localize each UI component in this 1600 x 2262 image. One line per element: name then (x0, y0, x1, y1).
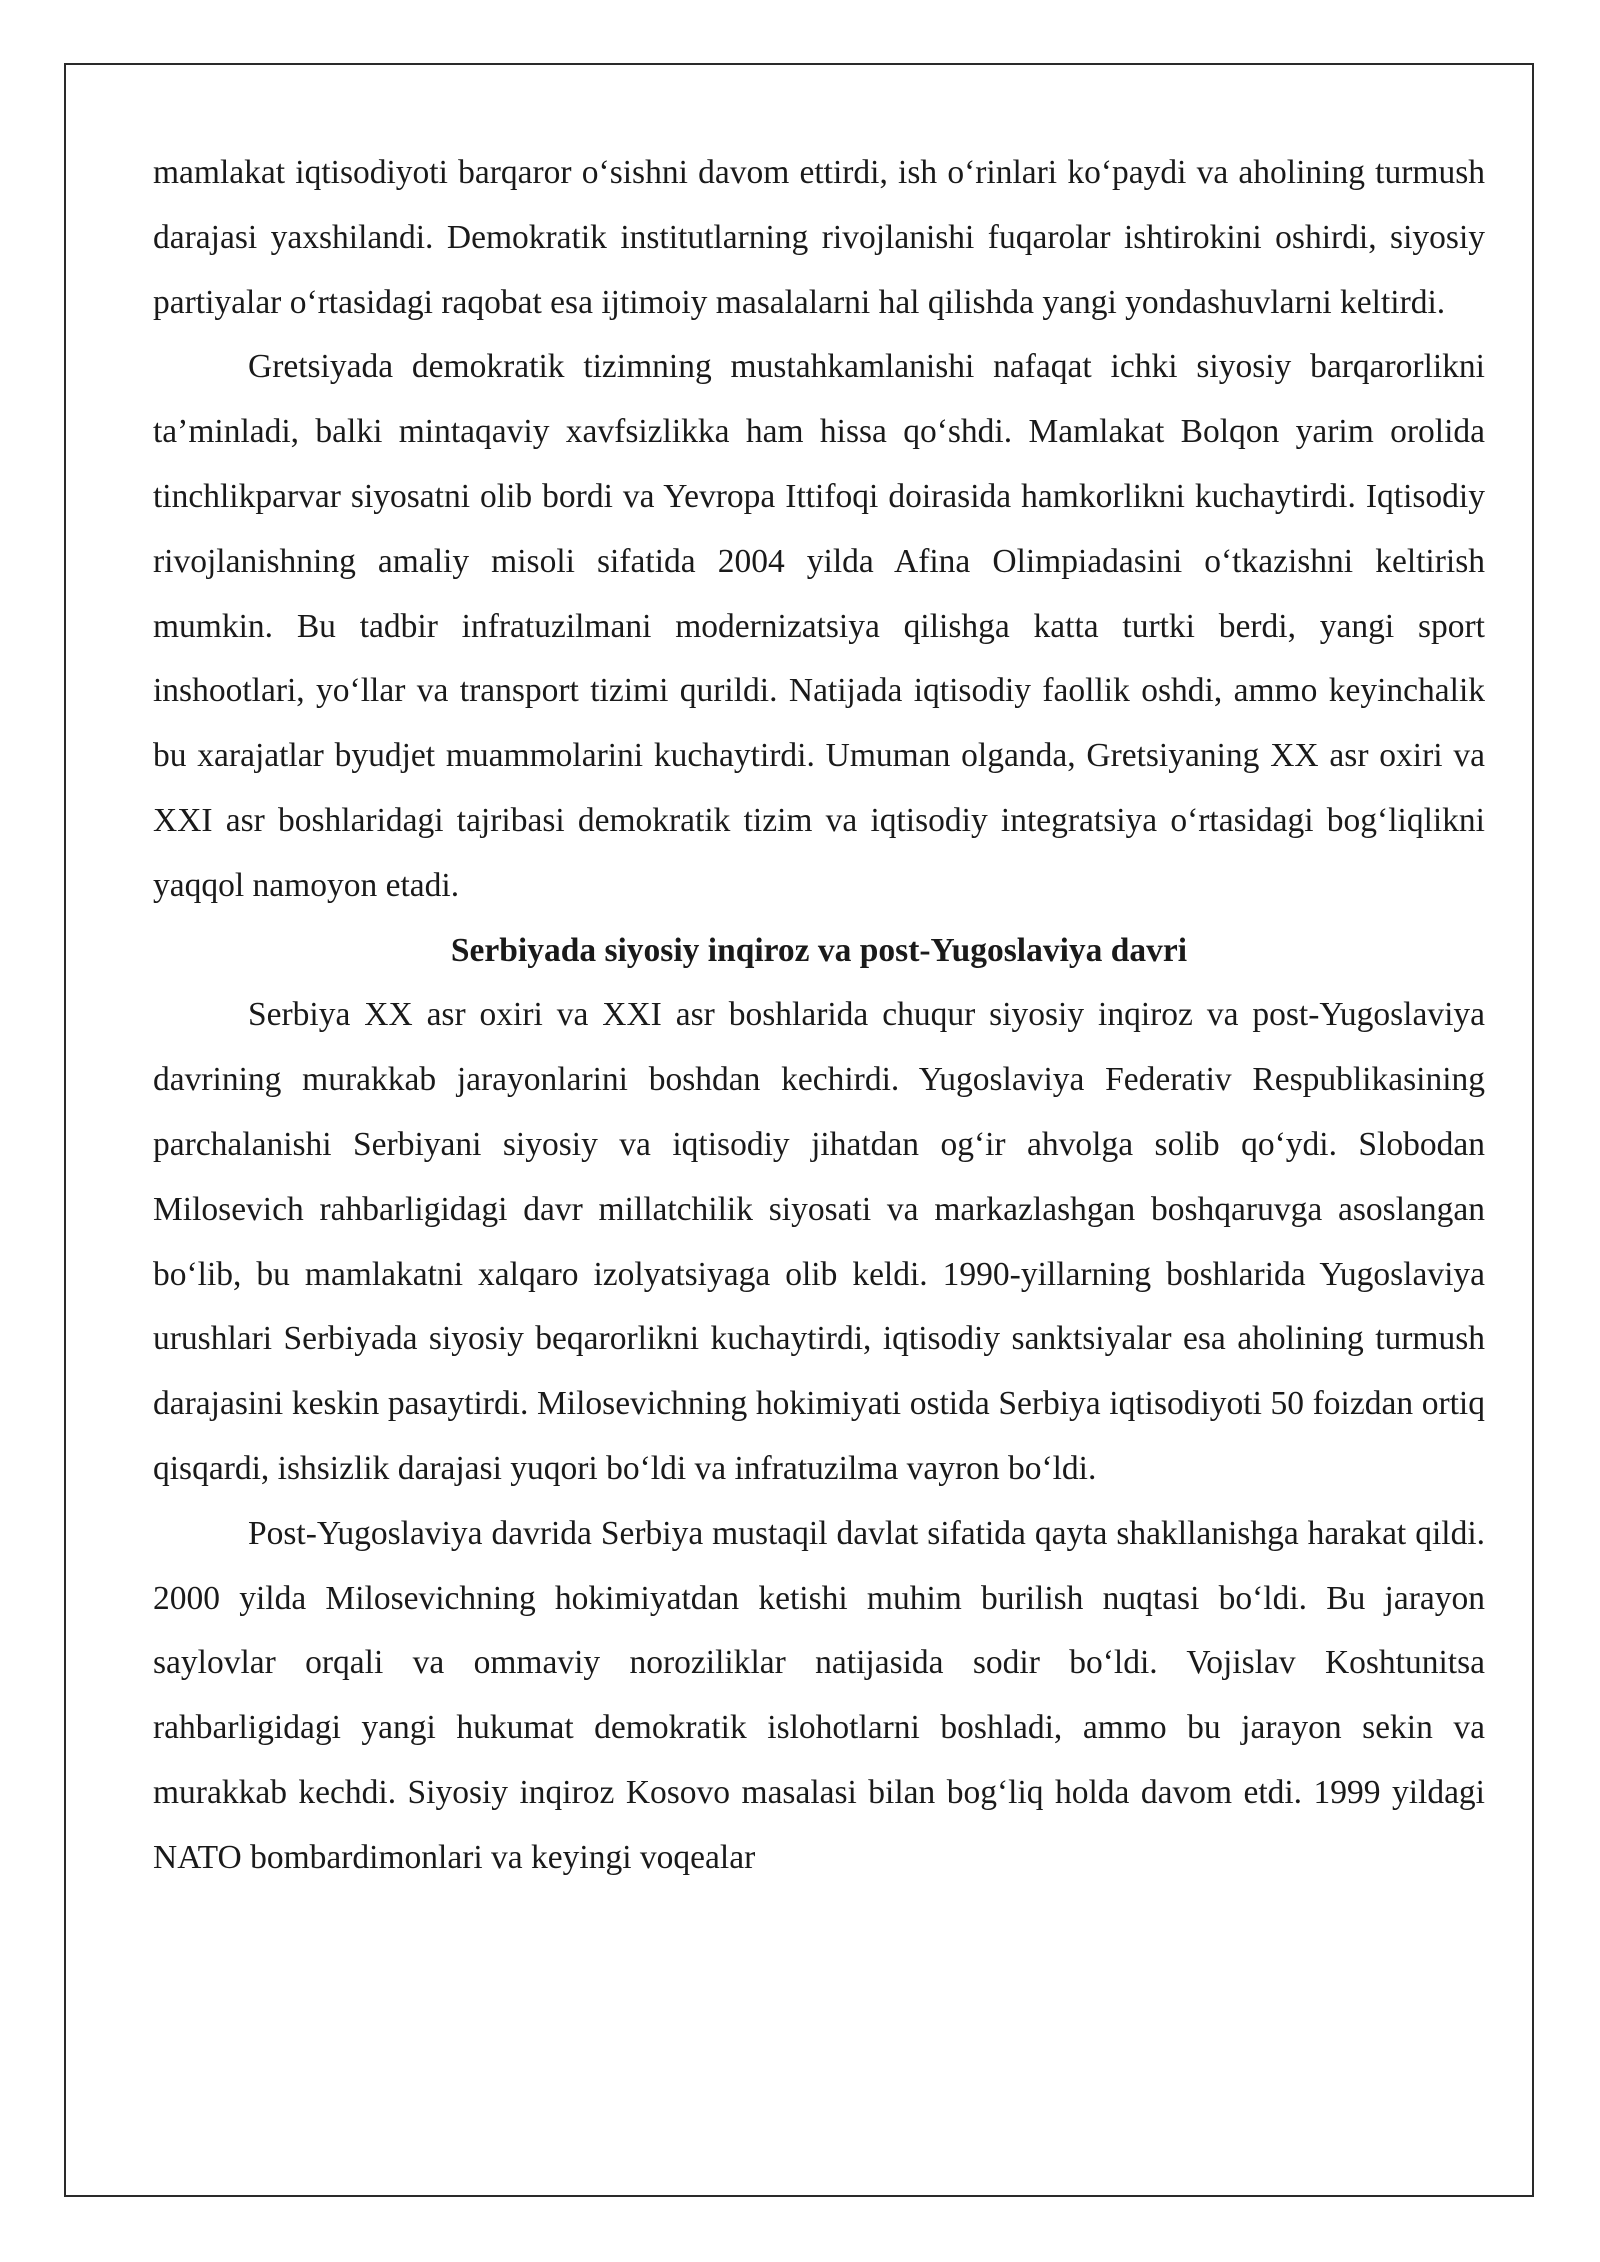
paragraph-greece-economy: mamlakat iqtisodiyoti barqaror o‘sishni davom ettirdi, ish o‘rinlari ko‘paydi va aholining turmush darajasi yaxshilandi. Demokratik institutlarning rivojlanishi fuqarolar ishtirokini oshirdi, siyosiy partiyalar o‘rtasidagi raqobat esa ijtimoiy masalalarni hal qilishda yangi yondashuvlarni keltirdi. (153, 154, 1485, 321)
paragraph-serbia-crisis: Serbiya XX asr oxiri va XXI asr boshlarida chuqur siyosiy inqiroz va post-Yugoslaviya davrining murakkab jarayonlarini boshdan kechirdi. Yugoslaviya Federativ Respublikasining parchalanishi Serbiyani siyosiy va iqtisodiy jihatdan og‘ir ahvolga solib qo‘ydi. Slobodan Milosevich rahbarligidagi davr millatchilik siyosati va markazlashgan boshqaruvga asoslangan bo‘lib, bu mamlakatni xalqaro izolyatsiyaga olib keldi. 1990-yillarning boshlarida Yugoslaviya urushlari Serbiyada siyosiy beqarorlikni kuchaytirdi, iqtisodiy sanktsiyalar esa aholining turmush darajasini keskin pasaytirdi. Milosevichning hokimiyati ostida Serbiya iqtisodiyoti 50 foizdan ortiq qisqardi, ishsizlik darajasi yuqori bo‘ldi va infratuzilma vayron bo‘ldi. (153, 996, 1485, 1487)
section-heading: Serbiyada siyosiy inqiroz va post-Yugoslaviya davri (450, 931, 1188, 969)
paragraph-greece-democracy: Gretsiyada demokratik tizimning mustahkamlanishi nafaqat ichki siyosiy barqarorlikni ta’minladi, balki mintaqaviy xavfsizlikka ham hissa qo‘shdi. Mamlakat Bolqon yarim orolida tinchlikparvar siyosatni olib bordi va Yevropa Ittifoqi doirasida hamkorlikni kuchaytirdi. Iqtisodiy rivojlanishning amaliy misoli sifatida 2004 yilda Afina Olimpiadasini o‘tkazishni keltirish mumkin. Bu tadbir infratuzilmani modernizatsiya qilishga katta turtki berdi, yangi sport inshootlari, yo‘llar va transport tizimi qurildi. Natijada iqtisodiy faollik oshdi, ammo keyinchalik bu xarajatlar byudjet muammolarini kuchaytirdi. Umuman olganda, Gretsiyaning XX asr oxiri va XXI asr boshlaridagi tajribasi demokratik tizim va iqtisodiy integratsiya o‘rtasidagi bog‘liqlikni yaqqol namoyon etadi. (153, 348, 1485, 904)
paragraph-post-yugoslavia: Post-Yugoslaviya davrida Serbiya mustaqil davlat sifatida qayta shakllanishga harakat qildi. 2000 yilda Milosevichning hokimiyatdan ketishi muhim burilish nuqtasi bo‘ldi. Bu jarayon saylovlar orqali va ommaviy noroziliklar natijasida sodir bo‘ldi. Vojislav Koshtunitsa rahbarligidagi yangi hukumat demokratik islohotlarni boshladi, ammo bu jarayon sekin va murakkab kechdi. Siyosiy inqiroz Kosovo masalasi bilan bog‘liq holda davom etdi. 1999 yildagi NATO bombardimonlari va keyingi voqealar (153, 1514, 1485, 1876)
document-body (153, 141, 1485, 1891)
